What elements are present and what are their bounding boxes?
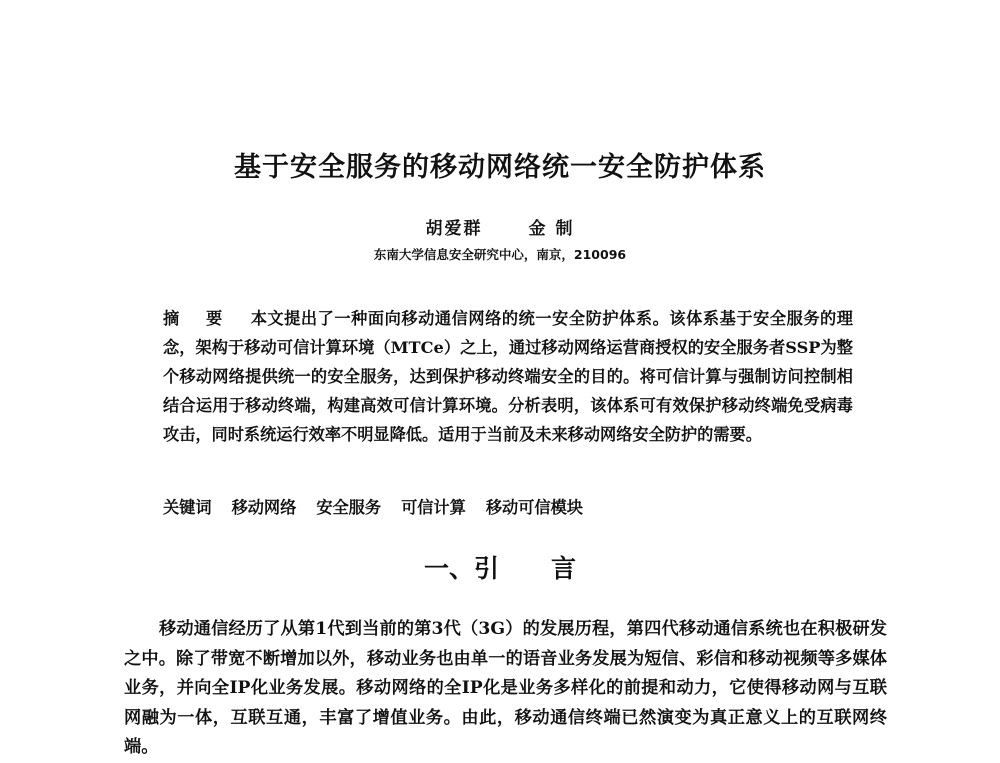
- section-number: 一、引: [423, 554, 499, 583]
- affiliation: 东南大学信息安全研究中心，南京，210096: [373, 247, 627, 262]
- body-paragraph: 移动通信经历了从第1代到当前的第3代（3G）的发展历程，第四代移动通信系统也在积极研发之中。除了带宽不断增加以外，移动业务也由单一的语音业务发展为短信、彩信和移动视频等多媒体业务，并向全IP化业务发展。移动网络的全IP化是业务多样化的前提和动力，它使得移动网与互联网融为一体，互联互通，丰富了增值业务。由此，移动通信终端已然演变为真正意义上的互联网终端。: [124, 619, 887, 757]
- keywords: [163, 493, 853, 522]
- keywords-label: 关键词: [163, 498, 212, 517]
- abstract: [163, 304, 853, 449]
- abstract-label: 摘 要: [163, 309, 233, 328]
- author-name: 胡爱群: [425, 219, 483, 239]
- author-name: 金 制: [528, 219, 575, 239]
- author-list: [0, 214, 1000, 239]
- abstract-text: 本文提出了一种面向移动通信网络的统一安全防护体系。该体系基于安全服务的理念，架构于移动可信计算环境（MTCe）之上，通过移动网络运营商授权的安全服务者SSP为整个移动网络提供统一的安全服务，达到保护移动终端安全的目的。将可信计算与强制访问控制相结合运用于移动终端，构建高效可信计算环境。分析表明，该体系可有效保护移动终端免受病毒攻击，同时系统运行效率不明显降低。适用于当前及未来移动网络安全防护的需要。: [163, 309, 853, 444]
- keyword: 可信计算: [401, 498, 466, 517]
- keyword: 安全服务: [316, 498, 382, 517]
- paper-title: 基于安全服务的移动网络统一安全防护体系: [234, 152, 766, 183]
- section-heading: [0, 549, 1000, 585]
- section-title: 言: [551, 554, 577, 583]
- keyword: 移动网络: [231, 498, 297, 517]
- keyword: 移动可信模块: [485, 498, 583, 517]
